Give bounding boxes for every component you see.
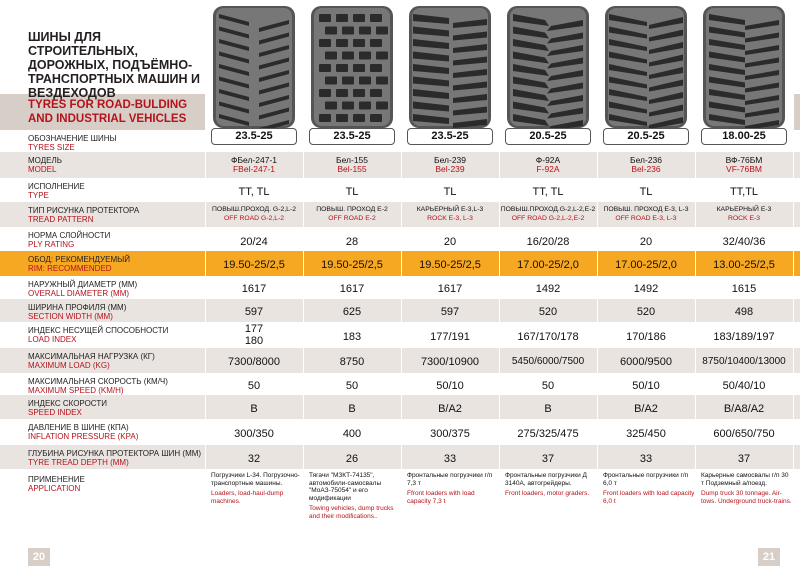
page-number-right: 21	[758, 548, 780, 566]
value-cell	[205, 323, 303, 347]
value-ru: Фронтальные погрузчики г/п 6,0 т	[603, 472, 689, 487]
value-cell: 1492	[633, 283, 659, 295]
row-label-en: TYRE TREAD DEPTH (MM)	[28, 458, 129, 467]
row-label-en: APPLICATION	[28, 484, 81, 493]
value-en: Dump truck 30 tonnage. Air-tows. Underground truck-trains.	[701, 490, 792, 505]
value-cell	[401, 156, 499, 174]
value-cell: 1617	[241, 283, 267, 295]
row-label-ru: ТИП РИСУНКА ПРОТЕКТОРА	[28, 206, 140, 215]
value-cell: 32/40/36	[722, 236, 766, 248]
table-row	[0, 202, 800, 227]
table-row	[0, 348, 800, 373]
value-en: OFF ROAD E-3, L-3	[615, 215, 677, 222]
value-cell: B/A2	[438, 402, 462, 415]
column-divider	[793, 0, 794, 545]
value-en: Bel-155	[337, 164, 367, 174]
row-label-en: SECTION WIDTH (MM)	[28, 312, 113, 321]
table-row	[0, 395, 800, 419]
row-label-en: RIM: RECOMMENDED	[28, 264, 112, 273]
value-cell: 20	[639, 236, 653, 248]
value-cell: 28	[345, 236, 359, 248]
heading-ru: ШИНЫ ДЛЯ СТРОИТЕЛЬНЫХ, ДОРОЖНЫХ, ПОДЪЁМНО-ТРАНСПОРТНЫХ МАШИН И ВЕЗДЕХОДОВ	[28, 30, 201, 100]
value-cell: TL	[639, 186, 653, 198]
row-label	[28, 449, 201, 467]
row-label	[28, 255, 130, 273]
value-ru: Погрузчики L-34. Погрузочно-транспортные машины.	[211, 472, 300, 487]
page-number-left: 20	[28, 548, 50, 566]
column-divider	[401, 0, 402, 545]
value-cell: 6000/9500	[620, 356, 672, 368]
table-row	[0, 299, 800, 322]
value-en: OFF ROAD E-2	[328, 215, 376, 222]
value-cell: 7300/8000	[228, 356, 280, 368]
application-cell	[205, 472, 303, 505]
value-cell: 400	[342, 427, 362, 440]
row-label-en: PLY RATING	[28, 240, 75, 249]
value-cell: 625	[342, 306, 362, 318]
row-label-en: INFLATION PRESSURE (KPA)	[28, 432, 139, 441]
row-label	[28, 280, 137, 298]
tyre-tread-icon	[407, 6, 493, 128]
value-cell: 8750/10400/13000	[702, 356, 786, 367]
value-cell: 5450/6000/7500	[511, 356, 585, 367]
value-cell: B	[250, 402, 258, 415]
value-cell: 498	[734, 306, 754, 318]
tyre-tread-icon	[701, 6, 787, 128]
table-row	[0, 152, 800, 178]
table-row	[0, 322, 800, 348]
row-label-ru: МОДЕЛЬ	[28, 156, 62, 165]
tyre-size: 23.5-25	[309, 128, 395, 145]
tyre-image	[695, 0, 793, 130]
value-cell	[499, 205, 597, 223]
value-ru: ПОВЫШ. ПРОХОД Е-2	[316, 206, 388, 213]
table-row	[0, 373, 800, 395]
application-cell	[303, 472, 401, 520]
column-divider	[205, 0, 206, 545]
value-cell: TT, TL	[238, 186, 270, 198]
value-en: Towing vehicles, dump trucks and their modifications..	[309, 505, 394, 520]
tyre-tread-icon	[211, 6, 297, 128]
value-cell: 300/350	[234, 427, 274, 440]
value-cell: B/A8/A2	[723, 402, 765, 415]
value-cell: TL	[443, 186, 457, 198]
tyre-tread-icon	[603, 6, 689, 128]
value-cell: 26	[345, 452, 359, 465]
row-label-ru: ИНДЕКС СКОРОСТИ	[28, 399, 107, 408]
value-cell: 20/24	[240, 236, 268, 248]
row-label-ru: ИНДЕКС НЕСУЩЕЙ СПОСОБНОСТИ	[28, 326, 169, 335]
value-ru: ПОВЫШ.ПРОХОД. G-2,L-2	[212, 206, 296, 213]
value-ru: ВФ-76БМ	[725, 155, 763, 165]
value-en: ROCK E-3	[727, 215, 761, 222]
value-cell: 19.50-25/2,5	[419, 259, 481, 271]
table-row	[0, 130, 800, 152]
tyre-tread-icon	[309, 6, 395, 128]
column-divider	[303, 0, 304, 545]
row-label-en: TYPE	[28, 191, 49, 200]
value-ru: Бел-155	[336, 155, 368, 165]
value-ru: Фронтальные погрузчики г/п 7,3 т	[407, 472, 493, 487]
row-label-en: MODEL	[28, 165, 57, 174]
value-cell: 520	[538, 306, 558, 318]
application-cell	[401, 472, 499, 505]
value-cell	[401, 205, 499, 223]
value-en: Front loaders with load capacity 6,0 t	[603, 490, 695, 505]
row-label	[28, 303, 126, 321]
row-label-en: TYRES SIZE	[28, 143, 75, 152]
table-row	[0, 445, 800, 469]
value-en: Ffront loaders with load capacity 7,3 t	[407, 490, 475, 505]
row-label	[28, 377, 168, 395]
row-label-ru: ОБОЗНАЧЕНИЕ ШИНЫ	[28, 134, 117, 143]
table-row	[0, 178, 800, 202]
value-cell: 275/325/475	[517, 427, 579, 440]
table-row	[0, 419, 800, 445]
row-label	[28, 206, 139, 224]
row-label	[28, 423, 138, 441]
value-cell: 50/10	[632, 379, 660, 392]
value-cell: 170/186	[626, 330, 666, 343]
value-ru: КАРЬЕРНЫЙ Е-3	[716, 206, 772, 213]
row-label-ru: НОРМА СЛОЙНОСТИ	[28, 231, 111, 240]
row-label	[28, 134, 117, 152]
row-label	[28, 182, 85, 200]
value-cell: 1615	[731, 283, 757, 295]
value-cell: 597	[244, 306, 264, 318]
value-cell: 600/650/750	[713, 427, 775, 440]
value-cell	[695, 205, 793, 223]
value-line: 177	[244, 323, 264, 335]
value-cell: 17.00-25/2,0	[517, 259, 579, 271]
row-label-ru: ПРИМЕНЕНИЕ	[28, 475, 85, 484]
application-cell	[499, 472, 597, 498]
row-label-ru: НАРУЖНЫЙ ДИАМЕТР (ММ)	[28, 280, 138, 289]
column-divider	[695, 0, 696, 545]
value-cell: 1617	[437, 283, 463, 295]
value-en: OFF ROAD G-2,L-2	[223, 215, 285, 222]
value-cell	[303, 156, 401, 174]
value-cell: 50/40/10	[722, 379, 766, 392]
value-cell: 13.00-25/2,5	[713, 259, 775, 271]
value-cell	[205, 205, 303, 223]
value-ru: Ф-92А	[535, 155, 561, 165]
value-ru: Тягачи "МЗКТ-74135", автомобили-самосвалы "МоАЗ-75054" и его модификации	[309, 472, 382, 502]
row-label	[28, 326, 168, 344]
value-ru: ФБел-247-1	[230, 155, 277, 165]
row-label-en: LOAD INDEX	[28, 335, 77, 344]
value-cell: 300/375	[430, 427, 470, 440]
value-en: Loaders, load-haul-dump machines.	[211, 490, 284, 505]
table-row	[0, 227, 800, 251]
value-cell: 177/191	[430, 330, 470, 343]
value-cell: 183/189/197	[713, 330, 775, 343]
row-label-en: TREAD PATTERN	[28, 215, 94, 224]
value-cell: 50	[247, 379, 261, 392]
value-cell	[597, 205, 695, 223]
value-en: VF-76BM	[726, 164, 762, 174]
value-cell: 520	[636, 306, 656, 318]
table-row	[0, 251, 800, 276]
value-cell: 33	[443, 452, 457, 465]
value-en: Bel-239	[435, 164, 465, 174]
value-cell: 1492	[535, 283, 561, 295]
value-cell: TT,TL	[729, 186, 759, 198]
row-label-en: MAXIMUM LOAD (KG)	[28, 361, 110, 370]
application-cell	[597, 472, 695, 505]
row-label-en: MAXIMUM SPEED (KM/H)	[28, 386, 124, 395]
table-row	[0, 276, 800, 299]
tyre-image	[205, 0, 303, 130]
tyre-size: 23.5-25	[407, 128, 493, 145]
tyre-size: 20.5-25	[603, 128, 689, 145]
application-cell	[695, 472, 793, 505]
value-cell: 16/20/28	[526, 236, 570, 248]
value-cell	[597, 156, 695, 174]
value-cell: 37	[541, 452, 555, 465]
value-cell: 50/10	[436, 379, 464, 392]
value-cell: 50	[541, 379, 555, 392]
heading-en: TYRES FOR ROAD-BULDING AND INDUSTRIAL VEHICLES	[28, 99, 188, 125]
value-cell: 167/170/178	[517, 330, 579, 343]
row-label	[28, 399, 107, 417]
value-cell: 33	[639, 452, 653, 465]
table-row	[0, 469, 800, 545]
row-label-ru: ДАВЛЕНИЕ В ШИНЕ (КПА)	[28, 423, 129, 432]
value-cell	[499, 156, 597, 174]
value-cell: 8750	[339, 356, 365, 368]
value-ru: Карьерные самосвалы г/п 30 т Подземный а/поезд.	[701, 472, 789, 487]
value-en: F-92A	[536, 164, 560, 174]
value-cell	[695, 156, 793, 174]
row-label	[28, 475, 85, 493]
row-label-en: OVERALL DIAMETER (MM)	[28, 289, 130, 298]
value-cell: 37	[737, 452, 751, 465]
value-cell: 50	[345, 379, 359, 392]
value-cell: 1617	[339, 283, 365, 295]
row-label-ru: ШИРИНА ПРОФИЛЯ (ММ)	[28, 303, 127, 312]
value-cell: 19.50-25/2,5	[223, 259, 285, 271]
value-cell	[303, 205, 401, 223]
value-cell: 325/450	[626, 427, 666, 440]
row-label	[28, 352, 155, 370]
tyre-image	[499, 0, 597, 130]
value-cell: 19.50-25/2,5	[321, 259, 383, 271]
value-ru: Бел-239	[434, 155, 466, 165]
tyre-tread-icon	[505, 6, 591, 128]
value-cell: 20	[443, 236, 457, 248]
value-ru: КАРЬЕРНЫЙ Е-3,L-3	[416, 206, 484, 213]
value-en: OFF ROAD G-2,L-2,E-2	[511, 215, 585, 222]
row-label-ru: ГЛУБИНА РИСУНКА ПРОТЕКТОРА ШИН (ММ)	[28, 449, 202, 458]
tyre-size: 18.00-25	[701, 128, 787, 145]
tyre-image	[303, 0, 401, 130]
tyre-size: 20.5-25	[505, 128, 591, 145]
row-label-ru: МАКСИМАЛЬНАЯ СКОРОСТЬ (КМ/Ч)	[28, 377, 168, 386]
value-cell: B	[348, 402, 356, 415]
tyre-image	[401, 0, 499, 130]
value-cell	[205, 156, 303, 174]
column-divider	[597, 0, 598, 545]
value-cell: TT, TL	[532, 186, 564, 198]
value-cell: 7300/10900	[420, 356, 480, 368]
value-cell: B/A2	[634, 402, 658, 415]
value-en: Bel-236	[631, 164, 661, 174]
value-cell: TL	[345, 186, 359, 198]
tyre-size: 23.5-25	[211, 128, 297, 145]
value-cell: 32	[247, 452, 261, 465]
value-ru: Бел-236	[630, 155, 662, 165]
value-line: 180	[244, 335, 264, 347]
value-en: FBel-247-1	[232, 164, 276, 174]
column-divider	[499, 0, 500, 545]
row-label-ru: ИСПОЛНЕНИЕ	[28, 182, 85, 191]
value-cell: B	[544, 402, 552, 415]
value-ru: ПОВЫШ. ПРОХОД Е-3, L-3	[603, 206, 689, 213]
row-label-ru: МАКСИМАЛЬНАЯ НАГРУЗКА (КГ)	[28, 352, 155, 361]
value-cell: 183	[342, 330, 362, 343]
value-cell: 597	[440, 306, 460, 318]
row-label-ru: ОБОД: РЕКОМЕНДУЕМЫЙ	[28, 255, 130, 264]
row-label-en: SPEED INDEX	[28, 408, 82, 417]
value-ru: ПОВЫШ.ПРОХОД.G-2,L-2,Е-2	[500, 206, 596, 213]
value-en: ROCK E-3, L-3	[427, 215, 473, 222]
value-cell: 17.00-25/2,0	[615, 259, 677, 271]
row-label	[28, 231, 110, 249]
value-en: Front loaders, motor graders.	[505, 490, 590, 497]
value-ru: Фронтальные погрузчики Д 3140А, автогрейдеры.	[505, 472, 587, 487]
row-label	[28, 156, 62, 174]
tyre-image	[597, 0, 695, 130]
